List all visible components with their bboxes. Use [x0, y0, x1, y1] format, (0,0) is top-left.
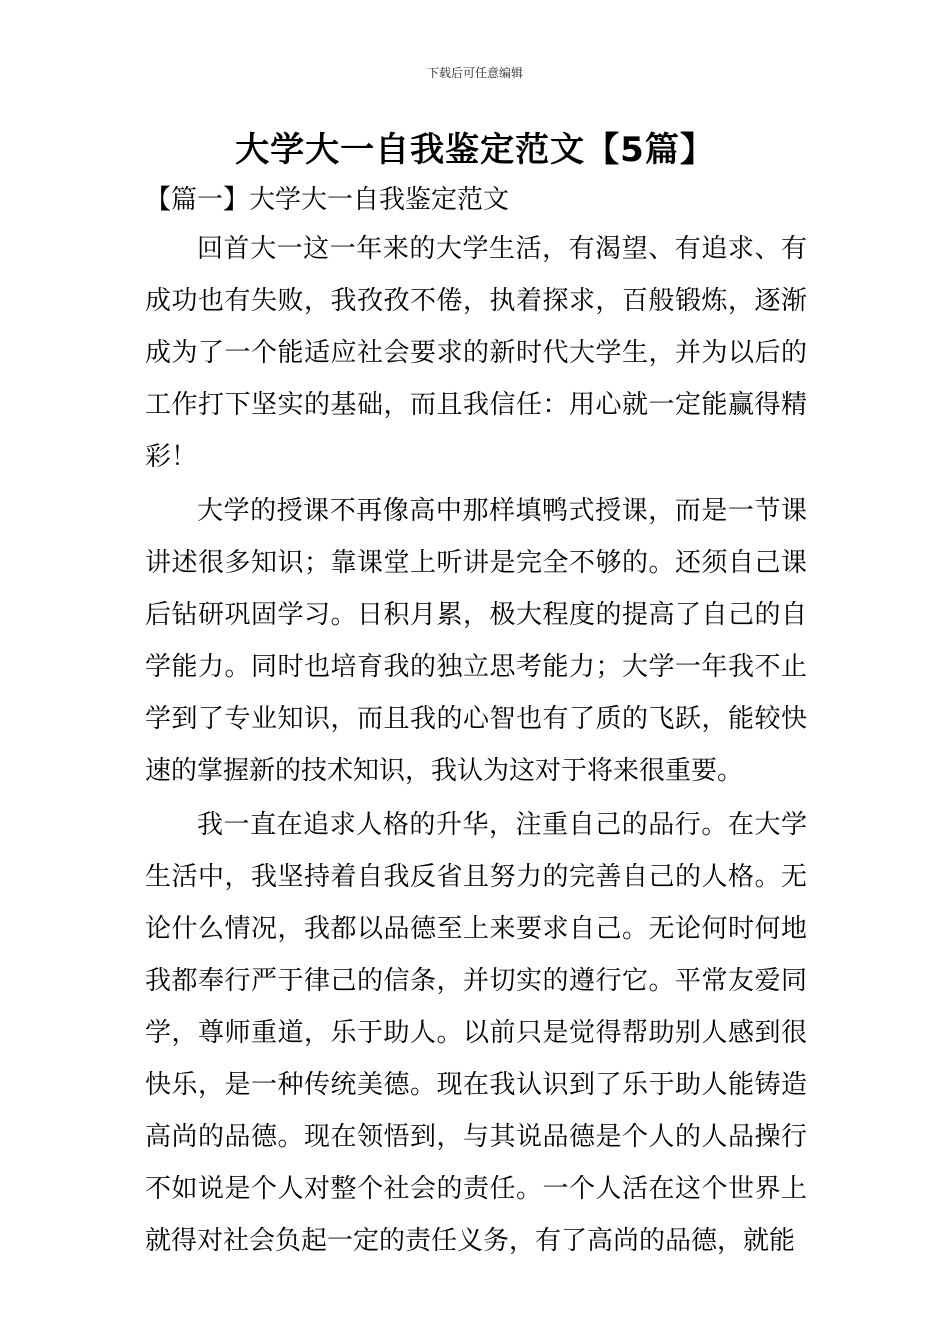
paragraph-3: 我一直在追求人格的升华，注重自己的品行。在大学生活中，我坚持着自我反省且努力的完善自己的人格。无论什么情况，我都以品德至上来要求自己。无论何时何地我都奉行严于律己的信条，并切实的遵行它。平常友爱同学，尊师重道，乐于助人。以前只是觉得帮助别人感到很快乐，是一种传统美德。现在我认识到了乐于助人能铸造高尚的品德。现在领悟到，与其说品德是个人的人品操行不如说是个人对整个社会的责任。一个人活在这个世界上就得对社会负起一定的责任义务，有了高尚的品德，就能 [145, 810, 807, 1256]
header-note: 下载后可任意编辑 [426, 66, 523, 80]
document-body [145, 223, 807, 1269]
paragraph-2: 大学的授课不再像高中那样填鸭式授课，而是一节课讲述很多知识；靠课堂上听讲是完全不够的。还须自己课后钻研巩固学习。日积月累，极大程度的提高了自己的自学能力。同时也培育我的独立思考能力；大学一年我不止学到了专业知识，而且我的心智也有了质的飞跃，能较快速的掌握新的技术知识，我认为这对于将来很重要。 [145, 496, 807, 786]
document-title: 大学大一自我鉴定范文【5篇】 [235, 130, 715, 170]
paragraph-1: 回首大一这一年来的大学生活，有渴望、有追求、有成功也有失败，我孜孜不倦，执着探求，百般锻炼，逐渐成为了一个能适应社会要求的新时代大学生，并为以后的工作打下坚实的基础，而且我信任：用心就一定能赢得精彩！ [145, 234, 807, 472]
section-heading: 【篇一】大学大一自我鉴定范文 [145, 185, 510, 215]
